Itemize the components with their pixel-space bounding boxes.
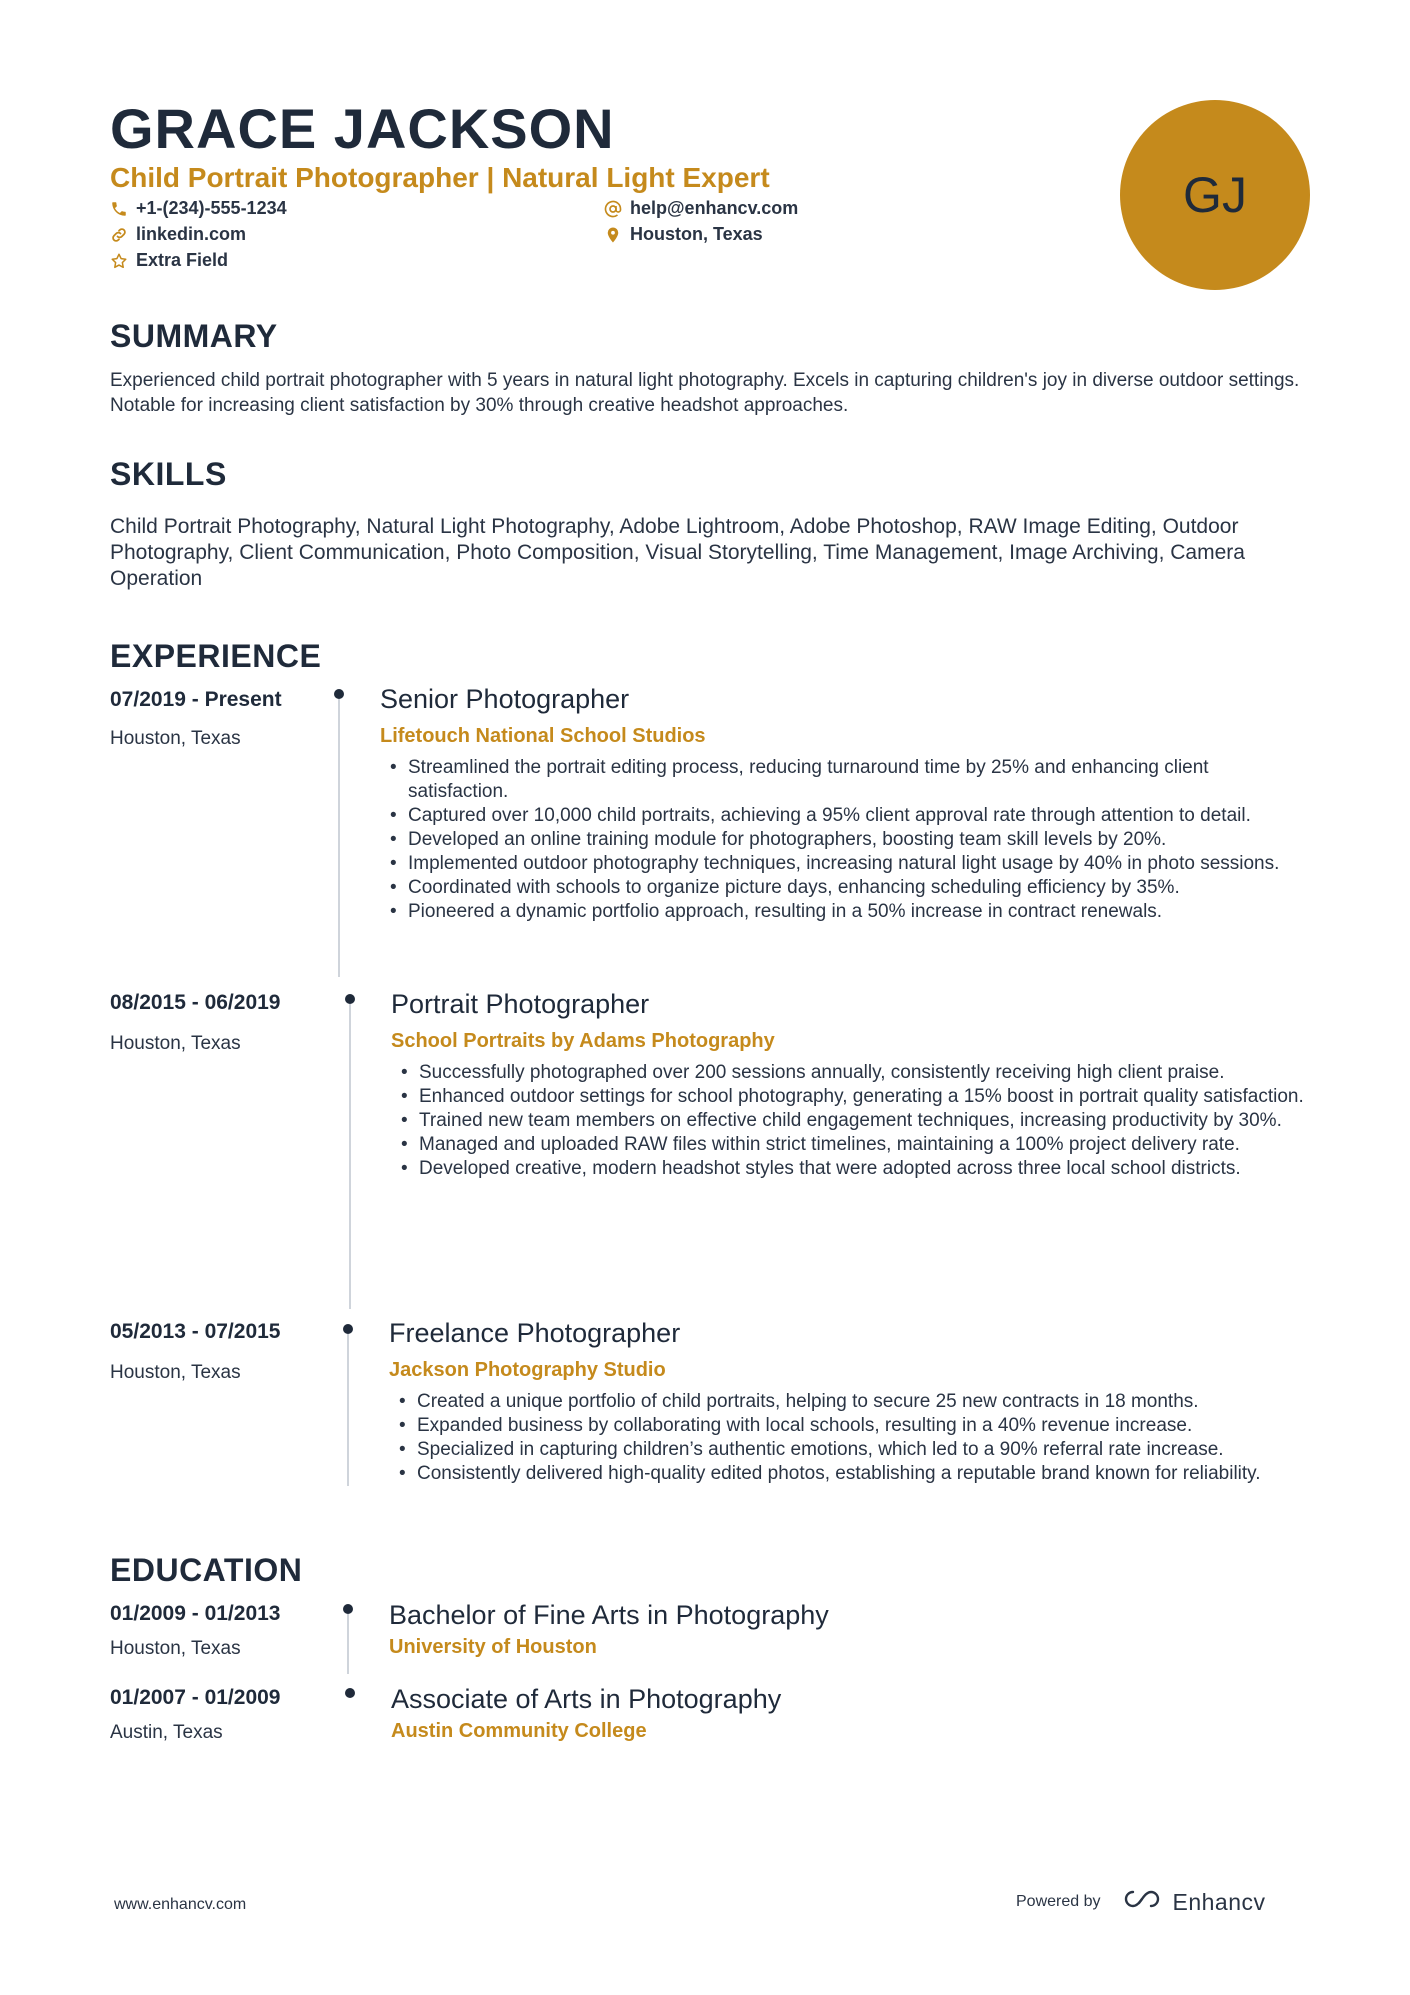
location-text: Houston, Texas [630, 224, 763, 244]
contact-email[interactable] [604, 198, 798, 219]
at-icon [604, 200, 622, 218]
list-item: • Created a unique portfolio of child portraits, helping to secure 25 new contracts in 18 months. [397, 1390, 1309, 1414]
experience-location: Houston, Texas [110, 1362, 241, 1383]
list-item: • Trained new team members on effective child engagement techniques, increasing productivity by 30%. [399, 1109, 1309, 1133]
contact-extra [110, 250, 228, 271]
timeline-line [349, 1004, 351, 1309]
education-degree: Associate of Arts in Photography [391, 1684, 782, 1714]
timeline-dot [343, 1324, 353, 1334]
experience-bullets [399, 1061, 1309, 1181]
experience-role: Portrait Photographer [391, 989, 650, 1019]
experience-company: Lifetouch National School Studios [380, 725, 706, 747]
experience-role: Freelance Photographer [389, 1318, 681, 1348]
list-item: • Developed creative, modern headshot styles that were adopted across three local school districts. [399, 1157, 1309, 1181]
candidate-title: Child Portrait Photographer | Natural Light Expert [110, 162, 770, 193]
brand-name: Enhancv [1172, 1888, 1266, 1915]
list-item: • Captured over 10,000 child portraits, achieving a 95% client approval rate through attention to detail. [388, 804, 1308, 828]
list-item: • Coordinated with schools to organize picture days, enhancing scheduling efficiency by 35%. [388, 876, 1308, 900]
list-item: • Consistently delivered high-quality edited photos, establishing a reputable brand known for reliability. [397, 1462, 1309, 1486]
education-dates: 01/2009 - 01/2013 [110, 1602, 281, 1625]
phone-text: +1-(234)-555-1234 [136, 198, 287, 218]
education-location: Houston, Texas [110, 1638, 241, 1659]
experience-dates: 07/2019 - Present [110, 688, 282, 711]
enhancv-logo-icon [1119, 1886, 1165, 1918]
timeline-dot [345, 994, 355, 1004]
timeline-line [347, 1334, 349, 1486]
summary-text: Experienced child portrait photographer with 5 years in natural light photography. Excels in capturing children's joy in diverse outdoor settings. Notable for increasing client satisfaction by 30% through creative headshot approaches. [110, 370, 1300, 416]
education-degree: Bachelor of Fine Arts in Photography [389, 1600, 829, 1630]
experience-company: School Portraits by Adams Photography [391, 1030, 775, 1052]
candidate-name: GRACE JACKSON [110, 97, 615, 160]
list-item: • Developed an online training module for photographers, boosting team skill levels by 20%. [388, 828, 1308, 852]
list-item: • Specialized in capturing children’s authentic emotions, which led to a 90% referral rate increase. [397, 1438, 1309, 1462]
email-text: help@enhancv.com [630, 198, 799, 218]
summary-heading: SUMMARY [110, 318, 278, 354]
timeline-dot [343, 1604, 353, 1614]
experience-dates: 08/2015 - 06/2019 [110, 991, 281, 1014]
experience-location: Houston, Texas [110, 728, 241, 749]
link-icon [110, 226, 128, 244]
education-dates: 01/2007 - 01/2009 [110, 1686, 281, 1709]
list-item: • Streamlined the portrait editing process, reducing turnaround time by 25% and enhancing client satisfaction. [388, 756, 1308, 804]
experience-location: Houston, Texas [110, 1033, 241, 1054]
experience-bullets [397, 1390, 1309, 1486]
education-school: Austin Community College [391, 1720, 647, 1742]
contact-location [604, 224, 763, 245]
footer-branding [1016, 1886, 1266, 1918]
list-item: • Enhanced outdoor settings for school photography, generating a 15% boost in portrait quality satisfaction. [399, 1085, 1309, 1109]
avatar-initials: GJ [1183, 167, 1247, 223]
education-location: Austin, Texas [110, 1722, 223, 1743]
experience-role: Senior Photographer [380, 684, 630, 714]
timeline-dot [345, 1688, 355, 1698]
skills-text: Child Portrait Photography, Natural Light Photography, Adobe Lightroom, Adobe Photoshop, RAW Image Editing, Outdoor Photography, Client Communication, Photo Composition, Visual Storytelling, Time Management, Image Archiving, Camera Operation [110, 515, 1245, 590]
experience-heading: EXPERIENCE [110, 638, 322, 674]
enhancv-brand[interactable] [1119, 1886, 1266, 1918]
star-icon [110, 252, 128, 270]
phone-icon [110, 200, 128, 218]
timeline-line [347, 1614, 349, 1674]
avatar [1120, 100, 1310, 290]
linkedin-text: linkedin.com [136, 224, 247, 244]
skills-heading: SKILLS [110, 456, 227, 492]
timeline-dot [334, 689, 344, 699]
experience-bullets [388, 756, 1308, 924]
list-item: • Successfully photographed over 200 sessions annually, consistently receiving high client praise. [399, 1061, 1309, 1085]
list-item: • Managed and uploaded RAW files within strict timelines, maintaining a 100% project delivery rate. [399, 1133, 1309, 1157]
experience-dates: 05/2013 - 07/2015 [110, 1320, 281, 1343]
contact-linkedin[interactable] [110, 224, 246, 245]
footer-website[interactable]: www.enhancv.com [114, 1896, 247, 1913]
timeline-line [338, 699, 340, 977]
extra-text: Extra Field [136, 250, 229, 270]
location-pin-icon [604, 226, 622, 244]
education-school: University of Houston [389, 1636, 597, 1658]
list-item: • Pioneered a dynamic portfolio approach, resulting in a 50% increase in contract renewals. [388, 900, 1308, 924]
experience-company: Jackson Photography Studio [389, 1359, 666, 1381]
contact-phone [110, 198, 287, 219]
list-item: • Implemented outdoor photography techniques, increasing natural light usage by 40% in photo sessions. [388, 852, 1308, 876]
list-item: • Expanded business by collaborating with local schools, resulting in a 40% revenue increase. [397, 1414, 1309, 1438]
powered-by-text: Powered by [1016, 1893, 1101, 1910]
education-heading: EDUCATION [110, 1552, 303, 1588]
